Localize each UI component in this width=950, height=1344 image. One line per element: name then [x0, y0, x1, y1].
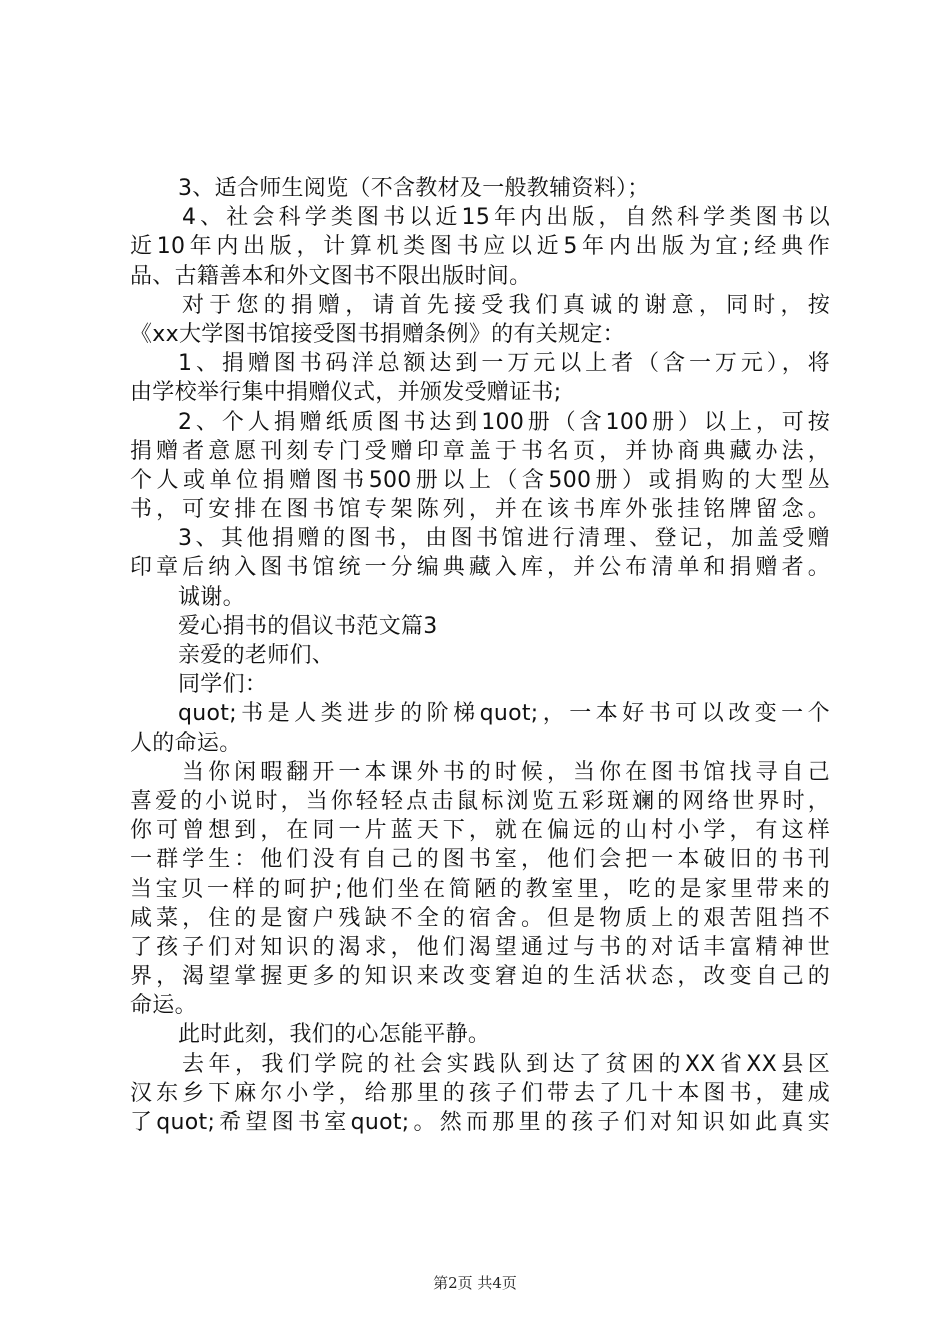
- text-line: 咸菜，住的是窗户残缺不全的宿舍。但是物质上的艰苦阻挡不: [130, 905, 830, 931]
- page-number-footer: 第2页 共4页: [433, 1274, 517, 1292]
- text-line: 命运。: [130, 993, 197, 1019]
- text-line: 3、其他捐赠的图书，由图书馆进行清理、登记，加盖受赠: [178, 526, 830, 552]
- text-line: 人的命运。: [130, 730, 242, 756]
- text-line: 近10年内出版，计算机类图书应以近5年内出版为宜;经典作: [130, 234, 830, 260]
- text-line: 亲爱的老师们、: [178, 643, 335, 668]
- text-line: 书，可安排在图书馆专架陈列，并在该书库外张挂铭牌留念。: [130, 497, 830, 523]
- text-line: 当你闲暇翻开一本课外书的时候，当你在图书馆找寻自己: [182, 759, 830, 785]
- section-heading: 爱心捐书的倡议书范文篇3: [178, 613, 438, 639]
- text-line: 了孩子们对知识的渴求，他们渴望通过与书的对话丰富精神世: [130, 934, 830, 960]
- text-line: 当宝贝一样的呵护;他们坐在简陋的教室里，吃的是家里带来的: [130, 876, 830, 902]
- text-line: 2、个人捐赠纸质图书达到100册（含100册）以上，可按: [178, 409, 830, 435]
- text-line: 3、适合师生阅览（不含教材及一般教辅资料）；: [178, 176, 650, 201]
- text-line: 捐赠者意愿刊刻专门受赠印章盖于书名页，并协商典藏办法，: [130, 438, 830, 464]
- text-line: 印章后纳入图书馆统一分编典藏入库，并公布清单和捐赠者。: [130, 555, 830, 581]
- text-line: 去年，我们学院的社会实践队到达了贫困的XX省XX县区: [182, 1051, 830, 1077]
- document-body: [130, 174, 830, 1137]
- text-line: 1、捐赠图书码洋总额达到一万元以上者（含一万元），将: [178, 351, 830, 377]
- text-line: 诚谢。: [178, 584, 245, 610]
- text-line: 由学校举行集中捐赠仪式，并颁发受赠证书;: [130, 380, 562, 406]
- text-line: 《xx大学图书馆接受图书捐赠条例》的有关规定：: [130, 321, 625, 347]
- text-line: 汉东乡下麻尔小学，给那里的孩子们带去了几十本图书，建成: [130, 1080, 830, 1106]
- text-line: 喜爱的小说时，当你轻轻点击鼠标浏览五彩斑斓的网络世界时，: [130, 788, 830, 814]
- text-line: 界，渴望掌握更多的知识来改变窘迫的生活状态，改变自己的: [130, 964, 830, 990]
- text-line: 此时此刻，我们的心怎能平静。: [178, 1022, 491, 1048]
- text-line: quot;书是人类进步的阶梯quot;，一本好书可以改变一个: [178, 701, 830, 727]
- text-line: 同学们：: [178, 672, 268, 698]
- text-line: 个人或单位捐赠图书500册以上（含500册）或捐购的大型丛: [130, 467, 830, 493]
- text-line: 4、社会科学类图书以近15年内出版，自然科学类图书以: [182, 205, 830, 231]
- text-line: 品、古籍善本和外文图书不限出版时间。: [130, 263, 532, 289]
- text-line: 了quot;希望图书室quot;。然而那里的孩子们对知识如此真实: [130, 1110, 830, 1135]
- text-line: 你可曾想到，在同一片蓝天下，就在偏远的山村小学，有这样: [130, 818, 830, 844]
- text-line: 对于您的捐赠，请首先接受我们真诚的谢意，同时，按: [182, 292, 830, 318]
- text-line: 一群学生：他们没有自己的图书室，他们会把一本破旧的书刊: [130, 847, 830, 873]
